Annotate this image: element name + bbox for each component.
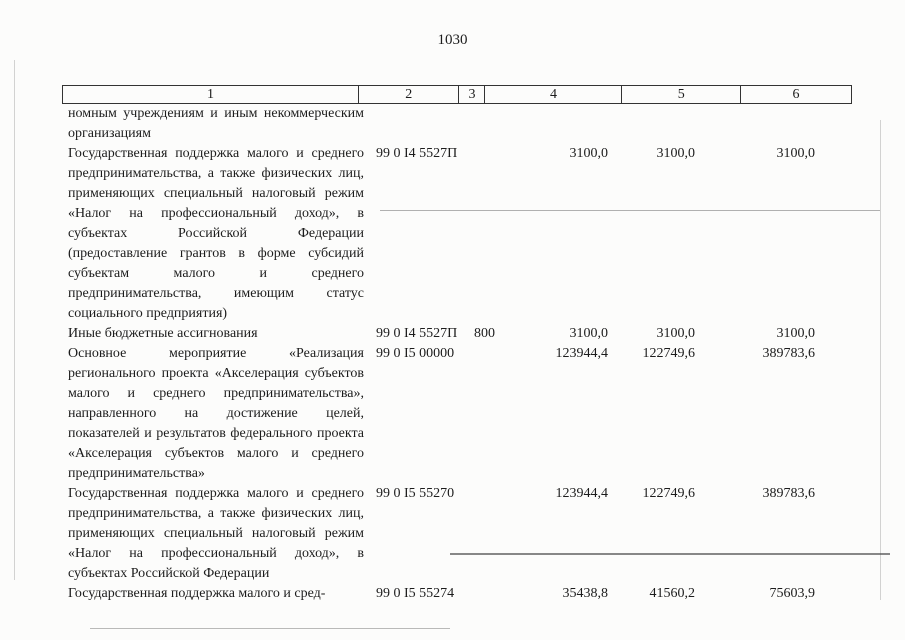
table-body [0, 104, 905, 604]
row-value-col6: 3100,0 [776, 326, 815, 341]
row-value-col5: 122749,6 [642, 346, 695, 361]
row-value-col5: 3100,0 [656, 146, 695, 161]
row-value-col4: 123944,4 [555, 346, 608, 361]
row-expense-type: 800 [474, 326, 495, 341]
page-number: 1030 [437, 32, 468, 48]
row-description: Основное мероприятие «Реализация регионального проекта «Акселерация субъектов малого и среднего предпринимательства», направленного на достижение целей, показателей и результатов федерального проекта «Акселерация субъектов малого и среднего предпринимательства» [68, 346, 364, 481]
row-value-col4: 3100,0 [569, 326, 608, 341]
table-row [0, 104, 905, 144]
column-header-5: 5 [622, 86, 741, 103]
row-description: Иные бюджетные ассигнования [68, 326, 258, 341]
scan-artifact-line [450, 553, 890, 555]
row-value-col4: 123944,4 [555, 486, 608, 501]
table-row [0, 144, 905, 324]
row-value-col5: 41560,2 [649, 586, 695, 601]
row-value-col4: 35438,8 [562, 586, 608, 601]
column-header-3: 3 [459, 86, 485, 103]
row-value-col4: 3100,0 [569, 146, 608, 161]
scan-artifact-line [880, 120, 881, 600]
row-value-col6: 3100,0 [776, 146, 815, 161]
row-code: 99 0 I5 55274 [376, 586, 455, 601]
column-header-4: 4 [485, 86, 622, 103]
row-code: 99 0 I4 5527П [376, 146, 458, 161]
row-value-col6: 75603,9 [769, 586, 815, 601]
table-row [0, 484, 905, 584]
table-row [0, 344, 905, 484]
scan-artifact-line [90, 628, 450, 629]
row-code: 99 0 I4 5527П [376, 326, 458, 341]
row-description: Государственная поддержка малого и сред- [68, 586, 326, 601]
row-value-col6: 389783,6 [762, 486, 815, 501]
scan-artifact-line [380, 210, 880, 211]
row-value-col5: 122749,6 [642, 486, 695, 501]
table-row [0, 324, 905, 344]
row-value-col5: 3100,0 [656, 326, 695, 341]
row-code: 99 0 I5 55270 [376, 486, 455, 501]
row-code: 99 0 I5 00000 [376, 346, 455, 361]
row-description: Государственная поддержка малого и среднего предпринимательства, а также физических лиц, применяющих специальный налоговый режим «Налог на профессиональный доход», в субъектах Российской Федерации [68, 486, 364, 581]
column-header-2: 2 [359, 86, 459, 103]
table-header [62, 85, 852, 104]
column-header-6: 6 [792, 87, 800, 102]
row-description: номным учреждениям и иным некоммерческим организациям [68, 106, 364, 141]
table-row [0, 584, 905, 604]
column-header-1: 1 [63, 86, 359, 103]
row-value-col6: 389783,6 [762, 346, 815, 361]
scan-artifact-line [14, 60, 15, 580]
row-description: Государственная поддержка малого и среднего предпринимательства, а также физических лиц, применяющих специальный налоговый режим «Налог на профессиональный доход», в субъектах Российской Федерации (предоставление грантов в форме субсидий субъектам малого и среднего предпринимательства, имеющим статус социального предприятия) [68, 146, 364, 321]
